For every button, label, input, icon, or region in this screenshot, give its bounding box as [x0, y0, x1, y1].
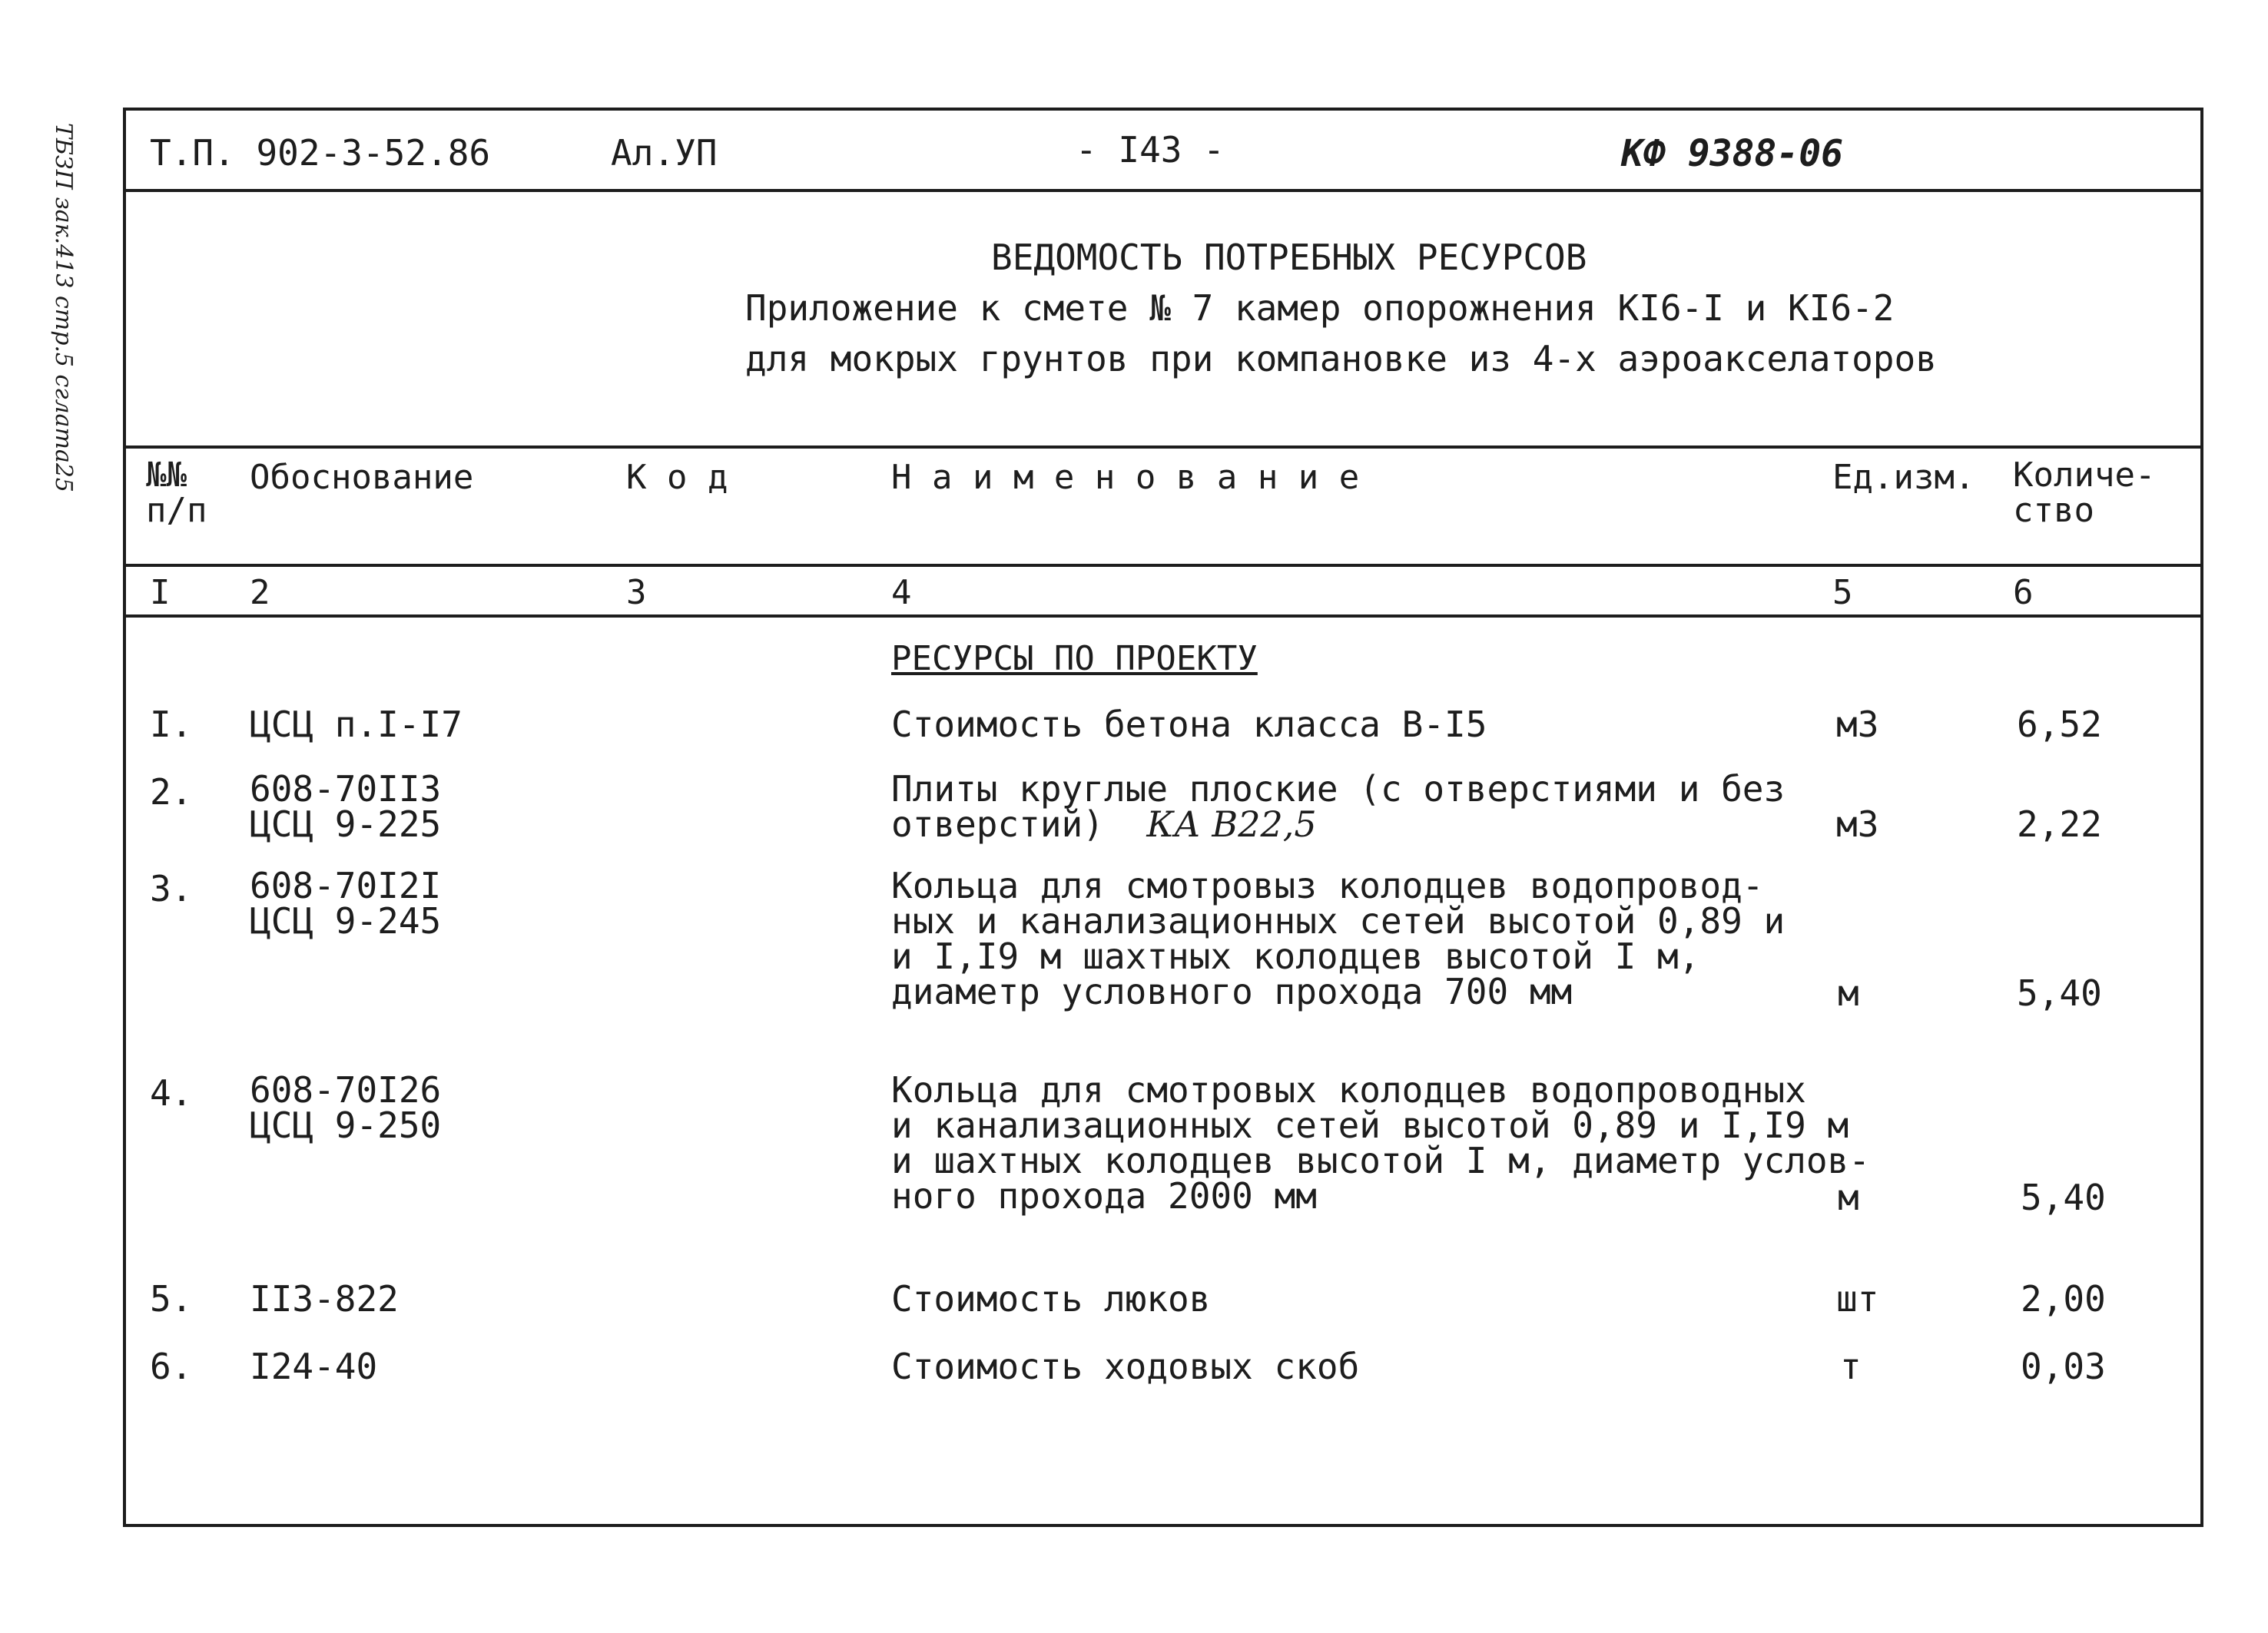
rule-header: [123, 189, 2203, 192]
row-3-name: [891, 865, 1786, 1012]
row-2-basis-line1: 608-70II3: [250, 768, 442, 810]
rule-colnumbers: [123, 614, 2203, 618]
col-number-6: 6: [2013, 573, 2034, 612]
album-label: Ал.УП: [611, 132, 718, 174]
doc-subtitle-2: для мокрых грунтов при компановке из 4-х аэроакселаторов: [745, 338, 1937, 379]
rule-title: [123, 446, 2203, 449]
row-2-name-line1: Плиты круглые плоские (с отверстиями и без: [891, 768, 1786, 810]
row-6-qty: 0,03: [2021, 1346, 2106, 1387]
col-number-2: 2: [250, 573, 270, 612]
col-header-name: Н а и м е н о в а н и е: [891, 458, 1360, 497]
row-2-num: 2.: [150, 771, 193, 813]
col-number-3: 3: [626, 573, 647, 612]
row-2-basis-line2: ЦСЦ 9-225: [250, 803, 442, 845]
row-4-num: 4.: [150, 1072, 193, 1114]
row-2-unit: м3: [1836, 803, 1879, 845]
col-header-num-line1: №№: [146, 455, 187, 495]
col-header-unit: Ед.изм.: [1832, 458, 1975, 497]
row-4-basis-line1: 608-70I26: [250, 1069, 442, 1111]
col-header-code: К о д: [626, 458, 728, 497]
row-3-basis: [250, 865, 442, 942]
col-header-num: [146, 455, 207, 530]
row-6-unit: т: [1840, 1346, 1862, 1387]
row-3-num: 3.: [150, 868, 193, 909]
row-3-name-line2: ных и канализационных сетей высотой 0,89 и: [891, 900, 1786, 942]
row-4-name-line3: и шахтных колодцев высотой I м, диаметр услов-: [891, 1140, 1870, 1181]
row-3-unit: м: [1838, 972, 1859, 1014]
col-number-1: I: [150, 573, 171, 612]
rule-columns: [123, 564, 2203, 567]
row-2-basis: [250, 768, 442, 845]
row-4-name-line1: Кольца для смотровых колодцев водопроводных: [891, 1069, 1806, 1111]
row-5-basis: II3-822: [250, 1278, 399, 1320]
row-6-name: Стоимость ходовых скоб: [891, 1346, 1360, 1387]
row-6-basis: I24-40: [250, 1346, 378, 1387]
row-2-name-line2-text: отверстий): [891, 803, 1104, 845]
row-1-qty: 6,52: [2017, 704, 2102, 745]
row-3-name-line3: и I,I9 м шахтных колодцев высотой I м,: [891, 936, 1700, 977]
doc-code: КФ 9388-06: [1621, 132, 1843, 175]
row-3-name-line1: Кольца для смотровыз колодцев водопровод-: [891, 865, 1764, 906]
row-1-num: I.: [150, 704, 193, 745]
doc-subtitle-1: Приложение к смете № 7 камер опорожнения КI6-I и КI6-2: [745, 287, 1895, 329]
row-4-basis: [250, 1069, 442, 1146]
col-header-qty-line1: Количе-: [2013, 455, 2156, 495]
margin-note: ТБЗП зак.413 стр.5 сглата25: [50, 123, 77, 493]
row-4-qty: 5,40: [2021, 1177, 2106, 1218]
row-2-qty: 2,22: [2017, 803, 2102, 845]
row-4-name: [891, 1069, 1870, 1217]
col-header-basis: Обоснование: [250, 458, 474, 497]
row-2-handnote: КА В22,5: [1146, 803, 1317, 845]
col-header-num-line2: п/п: [146, 491, 207, 530]
row-5-qty: 2,00: [2021, 1278, 2106, 1320]
row-5-num: 5.: [150, 1278, 193, 1320]
row-5-unit: шт: [1836, 1278, 1879, 1320]
row-1-name: Стоимость бетона класса В-I5: [891, 704, 1487, 745]
row-4-basis-line2: ЦСЦ 9-250: [250, 1105, 442, 1146]
row-6-num: 6.: [150, 1346, 193, 1387]
col-number-5: 5: [1832, 573, 1853, 612]
row-5-name: Стоимость люков: [891, 1278, 1211, 1320]
row-1-unit: м3: [1836, 704, 1879, 745]
row-4-unit: м: [1838, 1177, 1859, 1218]
row-2-name: [891, 768, 1786, 845]
row-4-name-line2: и канализационных сетей высотой 0,89 и I,I9 м: [891, 1105, 1849, 1146]
row-3-basis-line2: ЦСЦ 9-245: [250, 900, 442, 942]
col-header-qty-line2: ство: [2013, 491, 2094, 530]
row-1-basis: ЦСЦ п.I-I7: [250, 704, 463, 745]
row-3-basis-line1: 608-70I2I: [250, 865, 442, 906]
doc-title: ВЕДОМОСТЬ ПОТРЕБНЫХ РЕСУРСОВ: [991, 237, 1587, 278]
section-title: РЕСУРСЫ ПО ПРОЕКТУ: [891, 639, 1258, 678]
row-4-name-line4: ного прохода 2000 мм: [891, 1175, 1317, 1217]
project-code: Т.П. 902-3-52.86: [150, 132, 491, 174]
row-3-name-line4: диаметр условного прохода 700 мм: [891, 971, 1573, 1012]
page-number: - I43 -: [1076, 129, 1225, 171]
col-header-qty: [2013, 455, 2156, 530]
col-number-4: 4: [891, 573, 912, 612]
row-3-qty: 5,40: [2017, 972, 2102, 1014]
row-2-name-line2: [891, 803, 1785, 845]
